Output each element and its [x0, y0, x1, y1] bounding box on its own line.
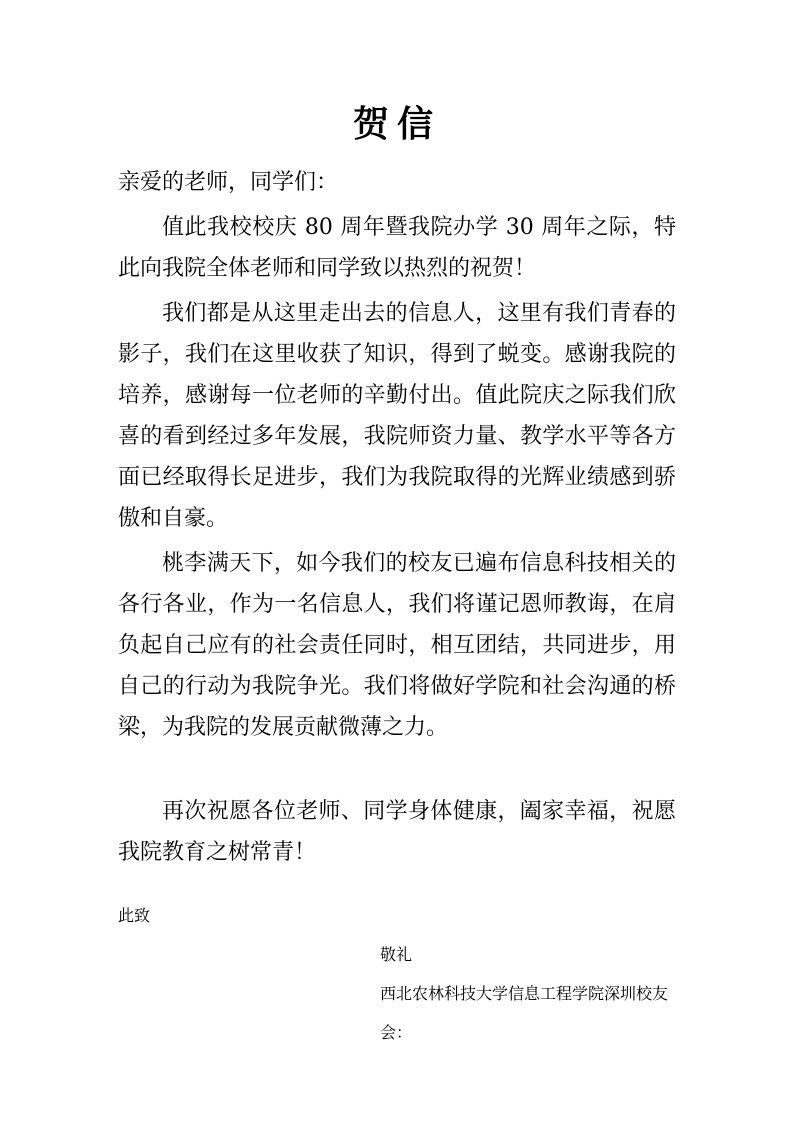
- closing-salute: 敬礼: [380, 945, 413, 964]
- closing-salute-lead: 此致: [118, 906, 151, 925]
- paragraph-alumni-pledge: 桃李满天下，如今我们的校友已遍布信息科技相关的各行各业，作为一名信息人，我们将谨记恩师教诲，在肩负起自己应有的社会责任同时，相互团结，共同进步，用自己的行动为我院争光。我们将做好学院和社会沟通的桥梁，为我院的发展贡献微薄之力。: [118, 551, 676, 740]
- paragraph-gratitude: 我们都是从这里走出去的信息人，这里有我们青春的影子，我们在这里收获了知识，得到了蜕变。感谢我院的培养，感谢每一位老师的辛勤付出。值此院庆之际我们欣喜的看到经过多年发展，我院师资力量、教学水平等各方面已经取得长足进步，我们为我院取得的光辉业绩感到骄傲和自豪。: [118, 301, 676, 531]
- letter-title: 贺信: [352, 103, 441, 145]
- paragraph-wishes: 再次祝愿各位老师、同学身体健康，阖家幸福，祝愿我院教育之树常青！: [118, 799, 676, 865]
- closing-block: [118, 896, 676, 1052]
- closing-signature: 西北农林科技大学信息工程学院深圳校友会：: [380, 984, 669, 1042]
- paragraph-anniversary: 值此我校校庆 80 周年暨我院办学 30 周年之际，特此向我院全体老师和同学致以热烈的祝贺！: [118, 215, 676, 281]
- greeting-line: 亲爱的老师，同学们：: [118, 170, 339, 195]
